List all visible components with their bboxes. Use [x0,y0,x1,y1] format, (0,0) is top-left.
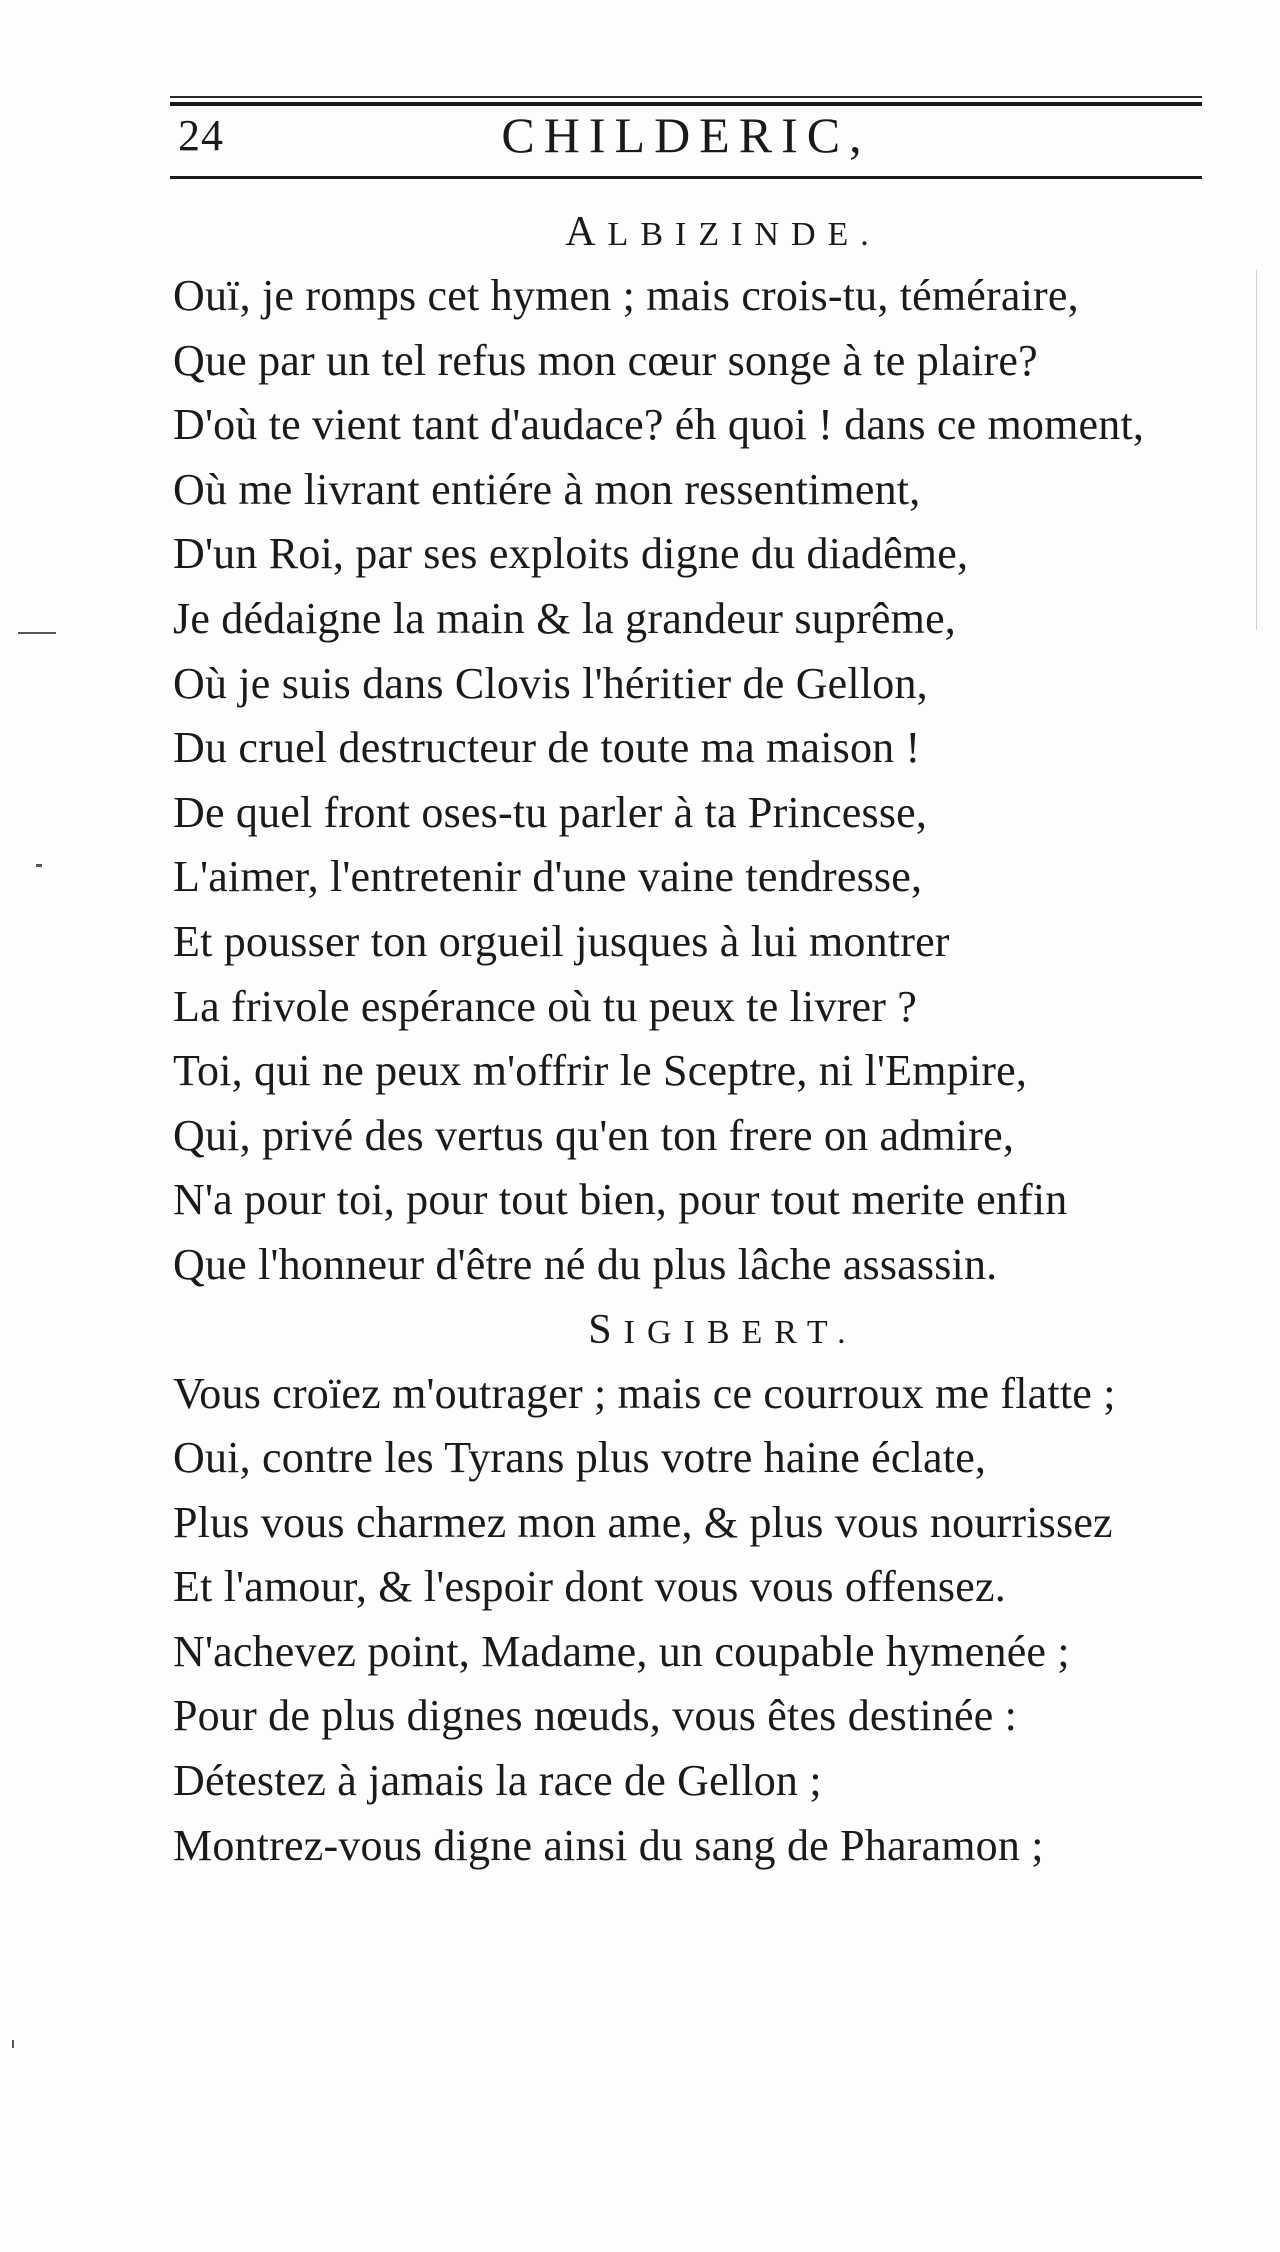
verse-line: L'aimer, l'entretenir d'une vaine tendresse, [173,852,923,902]
verse-line: Vous croïez m'outrager ; mais ce courroux me flatte ; [173,1368,1116,1418]
top-rule-thin [170,96,1202,98]
verse-line: Ouï, je romps cet hymen ; mais crois-tu, téméraire, [173,271,1079,320]
verse-line: Toi, qui ne peux m'offrir le Sceptre, ni l'Empire, [173,1046,1028,1096]
speaker-heading-albizinde [213,200,1233,264]
verse-line: D'un Roi, par ses exploits digne du diadême, [173,529,969,579]
page-header [170,104,1202,174]
verse-line: Détestez à jamais la race de Gellon ; [173,1756,822,1806]
verse-line: De quel front oses-tu parler à ta Princesse, [173,787,928,837]
play-text [173,200,1233,1878]
speaker-initial: S [588,1306,624,1353]
speaker-initial: A [565,209,608,255]
verse-line: Pour de plus dignes nœuds, vous êtes destinée : [173,1691,1018,1741]
page-edge-shadow [1256,270,1257,630]
speaker-name-rest: LBIZINDE. [607,216,881,253]
running-title: CHILDERIC, [501,107,871,163]
header-bottom-rule [170,176,1202,179]
verse-line: Que l'honneur d'être né du plus lâche assassin. [173,1239,998,1289]
margin-tick-left [12,2040,14,2048]
verse-line: Et l'amour, & l'espoir dont vous vous offensez. [173,1562,1006,1612]
verse-line: Que par un tel refus mon cœur songe à te plaire? [173,335,1038,385]
verse-line: N'achevez point, Madame, un coupable hymenée ; [173,1626,1070,1676]
margin-dash-left [18,632,56,634]
speaker-heading-sigibert [213,1298,1233,1362]
verse-line: Je dédaigne la main & la grandeur suprême, [173,593,956,643]
verse-line: Montrez-vous digne ainsi du sang de Pharamon ; [173,1820,1044,1870]
verse-line: D'où te vient tant d'audace? éh quoi ! dans ce moment, [173,400,1145,450]
margin-dot-left [36,864,42,867]
verse-line: Plus vous charmez mon ame, & plus vous nourrissez [173,1497,1113,1547]
verse-line: Où je suis dans Clovis l'héritier de Gellon, [173,658,928,708]
verse-line: Où me livrant entiére à mon ressentiment, [173,464,921,514]
speaker-name-rest: IGIBERT. [623,1313,858,1351]
verse-line: Du cruel destructeur de toute ma maison ! [173,723,921,773]
verse-line: N'a pour toi, pour tout bien, pour tout merite enfin [173,1175,1068,1225]
verse-line: Qui, privé des vertus qu'en ton frere on admire, [173,1110,1015,1160]
verse-line: Et pousser ton orgueil jusques à lui montrer [173,916,950,966]
verse-line: La frivole espérance où tu peux te livrer ? [173,981,918,1031]
page-number: 24 [178,111,224,160]
verse-line: Oui, contre les Tyrans plus votre haine éclate, [173,1433,987,1483]
